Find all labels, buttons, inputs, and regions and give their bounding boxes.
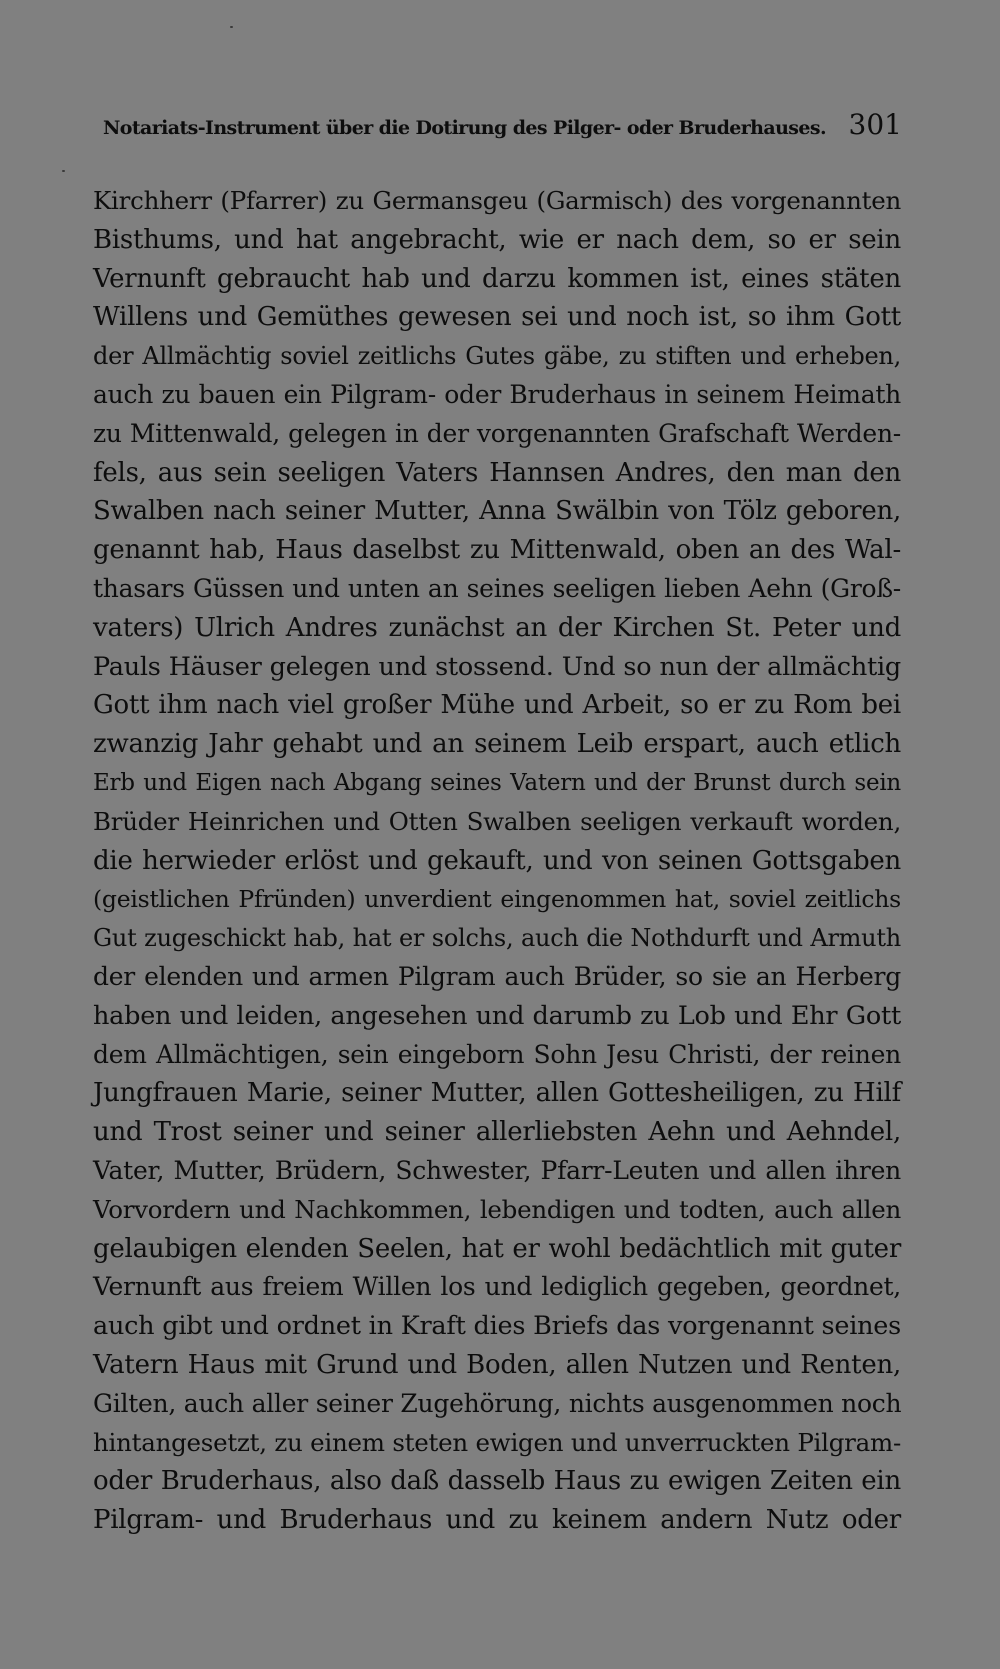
- text-line: dem Allmächtigen, sein eingeborn Sohn Jesu Christi, der reinen: [93, 1039, 901, 1069]
- text-line: hintangesetzt, zu einem steten ewigen und unverruckten Pilgram-: [93, 1427, 901, 1457]
- text-line: Vatern Haus mit Grund und Boden, allen Nutzen und Renten,: [93, 1349, 901, 1380]
- scan-speck: [62, 170, 65, 172]
- text-line: zu Mittenwald, gelegen in der vorgenannten Grafschaft Werden-: [93, 418, 901, 448]
- text-line: Kirchherr (Pfarrer) zu Germansgeu (Garmisch) des vorgenannten: [93, 186, 901, 215]
- text-line: auch gibt und ordnet in Kraft dies Briefs das vorgenannt seines: [93, 1311, 901, 1342]
- text-line: Swalben nach seiner Mutter, Anna Swälbin von Tölz geboren,: [93, 496, 901, 527]
- text-line: Willens und Gemüthes gewesen sei und noch ist, so ihm Gott: [93, 302, 901, 333]
- text-line: (geistlichen Pfründen) unverdient eingenommen hat, soviel zeitlichs: [93, 885, 901, 914]
- text-line: Gut zugeschickt hab, hat er solchs, auch die Nothdurft und Armuth: [93, 924, 901, 953]
- scan-speck: [230, 26, 233, 28]
- text-line: die herwieder erlöst und gekauft, und von seinen Gottsgaben: [93, 845, 901, 876]
- text-line: der Allmächtig soviel zeitlichs Gutes gäbe, zu stiften und erheben,: [93, 342, 901, 371]
- text-line: Vernunft aus freiem Willen los und lediglich gegeben, geordnet,: [93, 1272, 901, 1302]
- page-number: 301: [848, 108, 902, 141]
- running-header-title: Notariats-Instrument über die Dotirung des Pilger- oder Bruderhauses.: [103, 117, 826, 139]
- text-line: Bisthums, und hat angebracht, wie er nach dem, so er sein: [93, 224, 901, 255]
- text-line: vaters) Ulrich Andres zunächst an der Kirchen St. Peter und: [93, 612, 901, 643]
- text-line: genannt hab, Haus daselbst zu Mittenwald, oben an des Wal-: [93, 535, 901, 566]
- text-line: thasars Güssen und unten an seines seeligen lieben Aehn (Groß-: [93, 573, 901, 603]
- text-line: zwanzig Jahr gehabt und an seinem Leib erspart, auch etlich: [93, 729, 901, 760]
- text-line: oder Bruderhaus, also daß dasselb Haus zu ewigen Zeiten ein: [93, 1466, 901, 1497]
- text-line: Vorvordern und Nachkommen, lebendigen und todten, auch allen: [93, 1194, 901, 1224]
- text-line: Pilgram- und Bruderhaus und zu keinem andern Nutz oder: [93, 1505, 901, 1536]
- body-text: [93, 182, 901, 1540]
- text-line: Gilten, auch aller seiner Zugehörung, nichts ausgenommen noch: [93, 1388, 902, 1418]
- text-line: Vater, Mutter, Brüdern, Schwester, Pfarr-Leuten und allen ihren: [93, 1155, 901, 1185]
- text-line: Brüder Heinrichen und Otten Swalben seeligen verkauft worden,: [93, 806, 901, 836]
- text-line: auch zu bauen ein Pilgram- oder Bruderhaus in seinem Heimath: [93, 379, 901, 409]
- text-line: Erb und Eigen nach Abgang seines Vatern und der Brunst durch sein: [93, 769, 901, 796]
- text-line: Gott ihm nach viel großer Mühe und Arbeit, so er zu Rom bei: [93, 690, 901, 721]
- text-line: fels, aus sein seeligen Vaters Hannsen Andres, den man den: [93, 457, 901, 488]
- running-header: [103, 108, 902, 148]
- text-line: der elenden und armen Pilgram auch Brüder, so sie an Herberg: [93, 961, 901, 991]
- text-line: und Trost seiner und seiner allerliebsten Aehn und Aehndel,: [93, 1117, 901, 1148]
- text-line: gelaubigen elenden Seelen, hat er wohl bedächtlich mit guter: [93, 1233, 901, 1264]
- text-line: Vernunft gebraucht hab und darzu kommen ist, eines stäten: [93, 263, 901, 294]
- text-line: Jungfrauen Marie, seiner Mutter, allen Gottesheiligen, zu Hilf: [93, 1078, 901, 1109]
- text-line: haben und leiden, angesehen und darumb zu Lob und Ehr Gott: [93, 1000, 901, 1031]
- text-line: Pauls Häuser gelegen und stossend. Und so nun der allmächtig: [93, 651, 901, 682]
